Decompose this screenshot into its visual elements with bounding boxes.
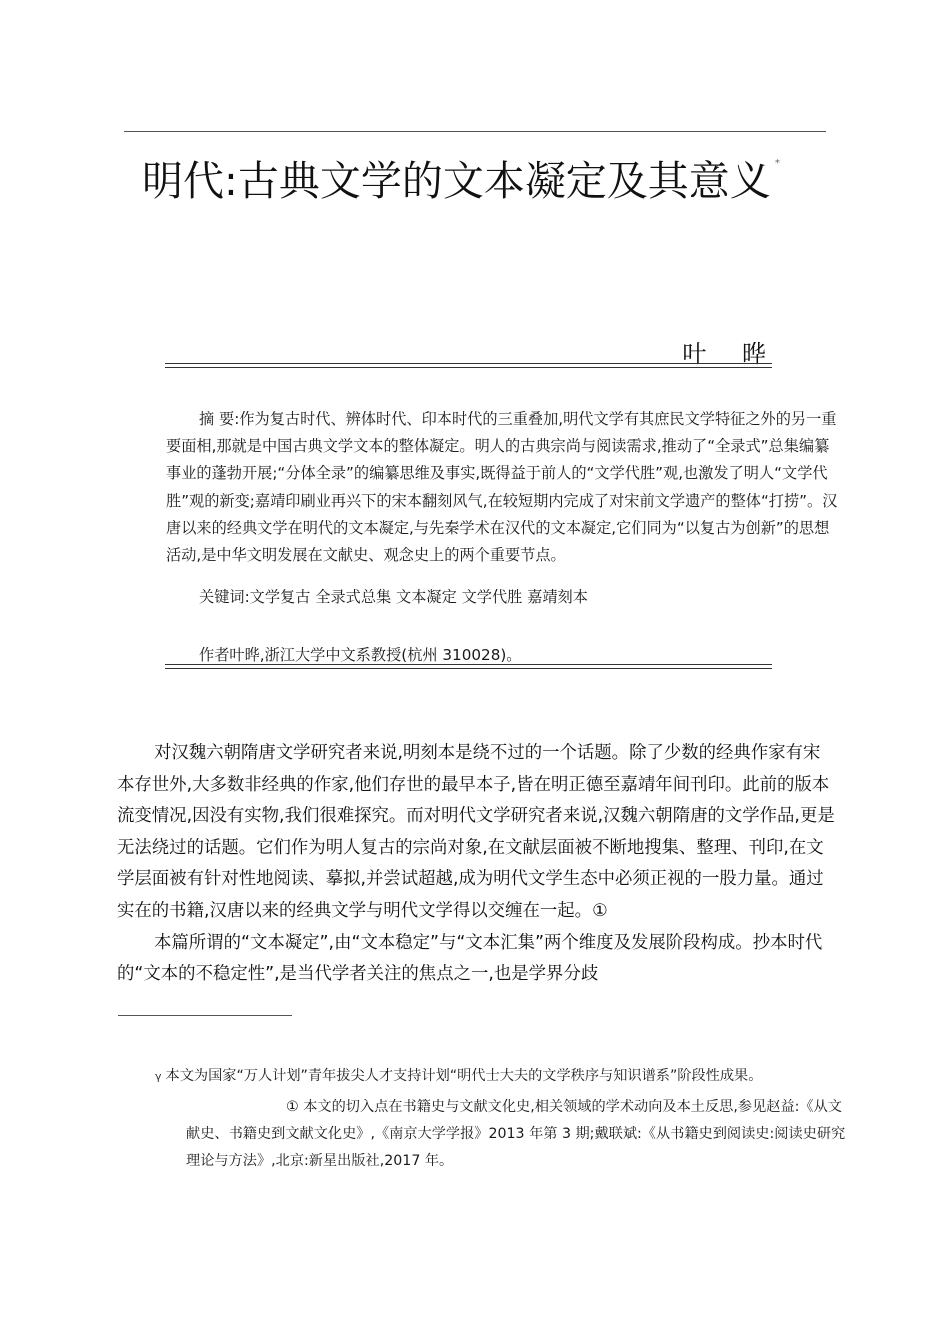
article-title-text: 明代:古典文学的文本凝定及其意义 xyxy=(142,157,771,205)
abstract: 摘 要:作为复古时代、辨体时代、印本时代的三重叠加,明代文学有其庶民文学特征之外的另一重要面相,那就是中国古典文学文本的整体凝定。明人的古典宗尚与阅读需求,推动了“全录式”总集编纂事业的蓬勃开展;“分体全录”的编纂思维及事实,既得益于前人的“文学代胜”观,也激发了明人“文学代胜”观的新变;嘉靖印刷业再兴下的宋本翻刻风气,在较短期内完成了对宋前文学遗产的整体“打捞”。汉唐以来的经典文学在明代的文本凝定,与先秦学术在汉代的文本凝定,它们同为“以复古为创新”的思想活动,是中华文明发展在文献史、观念史上的两个重要节点。 xyxy=(166,410,838,565)
title-footnote-mark[interactable]: * xyxy=(774,158,780,169)
top-rule xyxy=(124,131,826,132)
article-title xyxy=(142,158,832,205)
footnote-rule xyxy=(118,1015,292,1016)
footnote-1: ① 本文的切入点在书籍史与文献文化史,相关领域的学术动向及本土反思,参见赵益:《从文献史、书籍史到文献文化史》,《南京大学学报》2013 年第 3 期;戴联斌:《从书籍史到阅读史:阅读史研究理论与方法》,北京:新星出版社,2017 年。 xyxy=(186,1099,846,1169)
body-paragraph: 对汉魏六朝隋唐文学研究者来说,明刻本是绕不过的一个话题。除了少数的经典作家有宋本存世外,大多数非经典的作家,他们存世的最早本子,皆在明正德至嘉靖年间刊印。此前的版本流变情况,因没有实物,我们很难探究。而对明代文学研究者来说,汉魏六朝隋唐的文学作品,更是无法绕过的话题。它们作为明人复古的宗尚对象,在文献层面被不断地搜集、整理、刊印,在文学层面被有针对性地阅读、摹拟,并尝试超越,成为明代文学生态中必须正视的一股力量。通过实在的书籍,汉唐以来的经典文学与明代文学得以交缠在一起。① xyxy=(117,743,835,921)
footnote-funding-text: 本文为国家“万人计划”青年拔尖人才支持计划“明代士大夫的文学秩序与知识谱系”阶段性成果。 xyxy=(165,1068,763,1084)
abstract-top-rule xyxy=(165,363,772,368)
author-info: 作者叶晔,浙江大学中文系教授(杭州 310028)。 xyxy=(199,646,522,664)
keywords: 关键词:文学复古 全录式总集 文本凝定 文学代胜 嘉靖刻本 xyxy=(199,588,588,606)
abstract-bottom-rule xyxy=(165,664,772,669)
author-name: 叶 晔 xyxy=(682,340,780,368)
body-paragraph: 本篇所谓的“文本凝定”,由“文本稳定”与“文本汇集”两个维度及发展阶段构成。抄本时代的“文本的不稳定性”,是当代学者关注的焦点之一,也是学界分歧 xyxy=(117,932,823,985)
footnote-funding xyxy=(155,1066,762,1087)
footnote-marker: γ xyxy=(155,1070,162,1083)
body-text xyxy=(117,738,837,991)
